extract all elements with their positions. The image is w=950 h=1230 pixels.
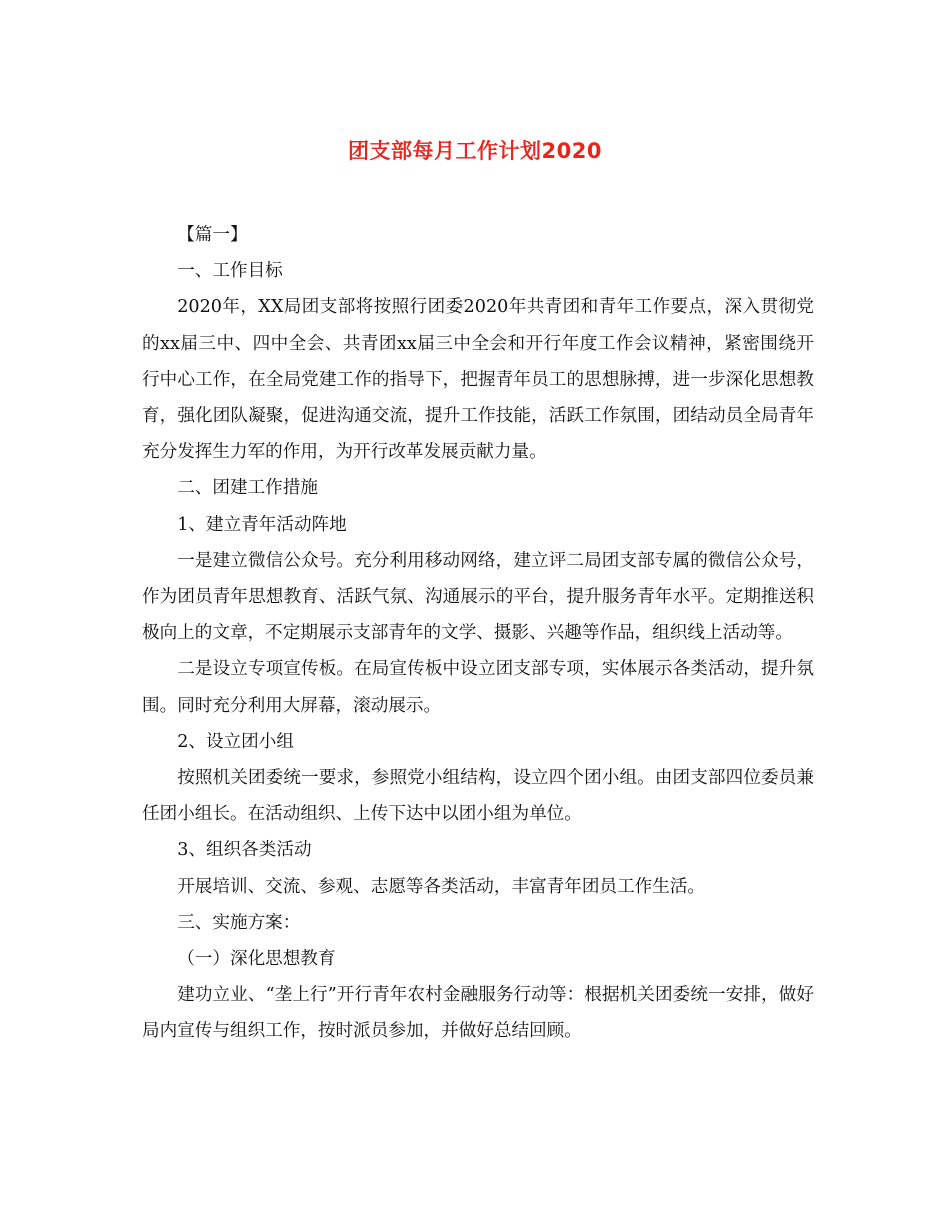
heading-implementation: 三、实施方案： bbox=[177, 912, 301, 933]
paragraph-bulletin-board: 二是设立专项宣传板。在局宣传板中设立团支部专项，实体展示各类活动，提升氛围。同时充分利用大屏幕，滚动展示。 bbox=[142, 659, 814, 716]
document-title: 团支部每月工作计划2020 bbox=[348, 139, 602, 163]
paragraph-league-groups: 按照机关团委统一要求，参照党小组结构，设立四个团小组。由团支部四位委员兼任团小组长。在活动组织、上传下达中以团小组为单位。 bbox=[142, 768, 814, 825]
subheading-activity-base: 1、建立青年活动阵地 bbox=[177, 514, 347, 535]
paragraph-activities: 开展培训、交流、参观、志愿等各类活动，丰富青年团员工作生活。 bbox=[177, 876, 706, 897]
section-marker: 【篇一】 bbox=[177, 225, 248, 245]
document-body bbox=[142, 217, 814, 1050]
paragraph-ideological-education: 建功立业、“垄上行”开行青年农村金融服务行动等：根据机关团委统一安排，做好局内宣传与组织工作，按时派员参加，并做好总结回顾。 bbox=[142, 985, 814, 1042]
subheading-league-groups: 2、设立团小组 bbox=[177, 731, 294, 752]
subheading-activities: 3、组织各类活动 bbox=[177, 840, 312, 861]
heading-league-measures: 二、团建工作措施 bbox=[177, 478, 318, 499]
heading-work-goals: 一、工作目标 bbox=[177, 261, 283, 282]
paragraph-wechat-account: 一是建立微信公众号。充分利用移动网络，建立评二局团支部专属的微信公众号，作为团员青年思想教育、活跃气氛、沟通展示的平台，提升服务青年水平。定期推送积极向上的文章，不定期展示支部青年的文学、摄影、兴趣等作品，组织线上活动等。 bbox=[142, 550, 814, 644]
subheading-ideological-education: （一）深化思想教育 bbox=[177, 949, 336, 970]
paragraph-work-goals: 2020年，XX局团支部将按照行团委2020年共青团和青年工作要点，深入贯彻党的xx届三中、四中全会、共青团xx届三中全会和开行年度工作会议精神，紧密围绕开行中心工作，在全局党建工作的指导下，把握青年员工的思想脉搏，进一步深化思想教育，强化团队凝聚，促进沟通交流，提升工作技能，活跃工作氛围，团结动员全局青年充分发挥生力军的作用，为开行改革发展贡献力量。 bbox=[142, 297, 814, 463]
